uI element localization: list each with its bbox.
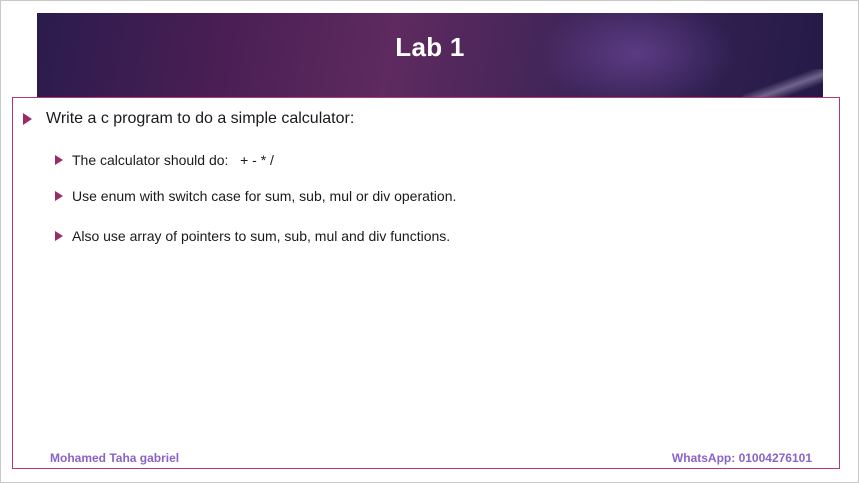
triangle-bullet-icon [55, 191, 63, 201]
title-bar [37, 13, 823, 99]
sub-bullet [55, 188, 456, 204]
sub-bullet-text: The calculator should do: + - * / [72, 152, 274, 168]
sub-bullet-text: Also use array of pointers to sum, sub, mul and div functions. [72, 228, 451, 244]
triangle-bullet-icon [55, 155, 63, 165]
footer-author: Mohamed Taha gabriel [50, 451, 180, 465]
sub-bullet-text: Use enum with switch case for sum, sub, mul or div operation. [72, 188, 457, 204]
triangle-bullet-icon [55, 231, 63, 241]
main-bullet-text: Write a c program to do a simple calculator: [46, 110, 355, 127]
sub-bullet [55, 152, 274, 168]
content-box [12, 97, 840, 469]
main-bullet [23, 110, 354, 128]
sub-bullet [55, 228, 450, 244]
slide-title: Lab 1 [395, 32, 465, 62]
footer-contact: WhatsApp: 01004276101 [671, 451, 812, 465]
triangle-bullet-icon [23, 113, 32, 125]
